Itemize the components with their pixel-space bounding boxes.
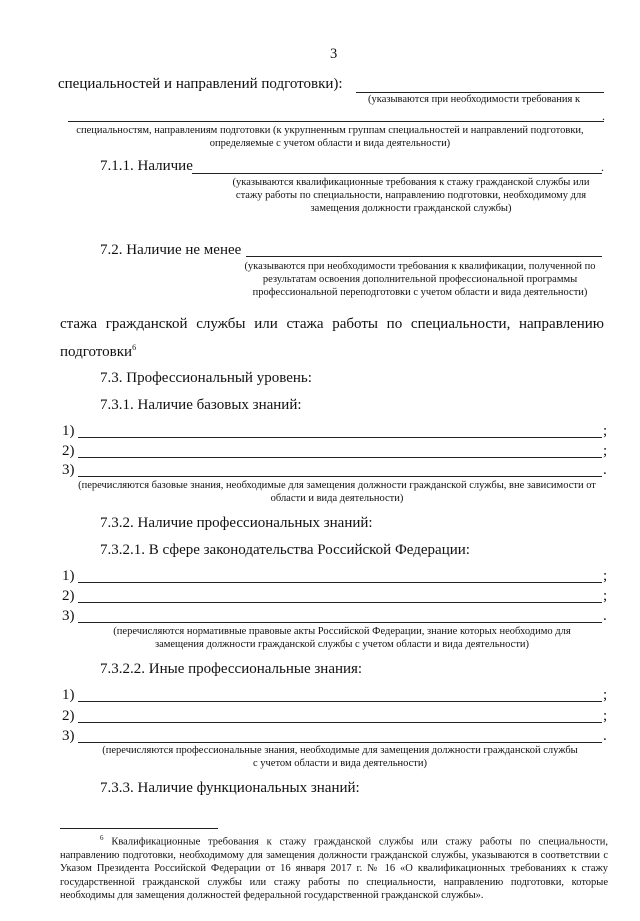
s7321-title: 7.3.2.1. В сфере законодательства Российской Федерации: bbox=[100, 542, 470, 558]
other-item-3-line bbox=[78, 742, 602, 743]
s72-note: (указываются при необходимости требования к квалификации, полученной по результатам освоения дополнительной профессиональной программы профессиональной переподготовки с учетом области и вида деятельности) bbox=[244, 261, 596, 298]
basic-item-2-semicolon: ; bbox=[603, 443, 608, 459]
law-item-1-number: 1) bbox=[62, 568, 75, 584]
footnote-text: Квалификационные требования к стажу гражданской службы или стажу работы по специальности, направлению подготовки, необходимому для замещения должности гражданской службы, указываются в соответствии с Указом Президента Российской Федерации от 16 января 2017 г. № 16 «О квалификационных требованиях к стажу государственной гражданской службы или стажу работы по специальности, направлению подготовки, которые необходимы для замещения должностей федеральной государственной гражданской службы». bbox=[60, 836, 609, 902]
footnote-mark: 6 bbox=[100, 834, 104, 842]
law-item-1-semicolon: ; bbox=[603, 568, 608, 584]
s71-line2-period: . bbox=[602, 109, 605, 123]
s72-continuation-line1: стажа гражданской службы или стажа работы по специальности, направлению bbox=[60, 316, 604, 332]
other-item-2-number: 2) bbox=[62, 708, 75, 724]
s732-title: 7.3.2. Наличие профессиональных знаний: bbox=[100, 515, 373, 531]
s7322-title: 7.3.2.2. Иные профессиональные знания: bbox=[100, 661, 363, 677]
basic-item-3-period: . bbox=[603, 462, 607, 478]
s711-label: 7.1.1. Наличие bbox=[100, 158, 193, 174]
law-item-2-semicolon: ; bbox=[603, 588, 608, 604]
s731-title: 7.3.1. Наличие базовых знаний: bbox=[100, 397, 302, 413]
law-item-2-number: 2) bbox=[62, 588, 75, 604]
s72-continuation-line2 bbox=[60, 343, 136, 361]
other-item-1-number: 1) bbox=[62, 687, 75, 703]
s72-label: 7.2. Наличие не менее bbox=[100, 242, 242, 258]
s73-title: 7.3. Профессиональный уровень: bbox=[100, 370, 312, 386]
basic-item-3-line bbox=[78, 476, 602, 477]
s733-title: 7.3.3. Наличие функциональных знаний: bbox=[100, 780, 360, 796]
s71-lead: специальностей и направлений подготовки): bbox=[58, 76, 343, 92]
s711-fill-line bbox=[192, 173, 602, 174]
basic-item-1-number: 1) bbox=[62, 423, 75, 439]
basic-item-2-number: 2) bbox=[62, 443, 75, 459]
other-item-1-semicolon: ; bbox=[603, 687, 608, 703]
s711-note: (указываются квалификационные требования к стажу гражданской службы или стажу работы по специальности, направлению подготовки, необходимому для замещения должности гражданской службы) bbox=[232, 177, 590, 214]
other-item-2-semicolon: ; bbox=[603, 708, 608, 724]
other-item-2-line bbox=[78, 722, 602, 723]
s711-period: . bbox=[601, 160, 604, 174]
s71-line2 bbox=[68, 121, 604, 122]
s72-continuation-text: подготовки bbox=[60, 344, 133, 360]
s7321-note: (перечисляются нормативные правовые акты Российской Федерации, знание которых необходимо для замещения должности гражданской службы с учетом области и вида деятельности) bbox=[113, 626, 571, 650]
other-item-1-line bbox=[78, 701, 602, 702]
basic-item-2-line bbox=[78, 457, 602, 458]
footnote-ref: 6 bbox=[132, 343, 137, 352]
s71-note1: (указываются при необходимости требования к bbox=[368, 94, 581, 105]
page-number: 3 bbox=[330, 46, 338, 62]
law-item-3-number: 3) bbox=[62, 608, 75, 624]
s731-note: (перечисляются базовые знания, необходимые для замещения должности гражданской службы, вне зависимости от области и вида деятельности) bbox=[78, 480, 596, 504]
law-item-1-line bbox=[78, 582, 602, 583]
footnote-separator bbox=[60, 828, 218, 829]
s72-fill-line bbox=[246, 256, 602, 257]
s71-fill-line bbox=[356, 92, 604, 93]
law-item-2-line bbox=[78, 602, 602, 603]
s71-note2: специальностям, направлениям подготовки (к укрупненным группам специальностей и направлений подготовки, определяемые с учетом области и вида деятельности) bbox=[76, 125, 584, 149]
footnote bbox=[60, 832, 608, 903]
other-item-3-number: 3) bbox=[62, 728, 75, 744]
other-item-3-period: . bbox=[603, 728, 607, 744]
law-item-3-period: . bbox=[603, 608, 607, 624]
basic-item-1-line bbox=[78, 437, 602, 438]
basic-item-1-semicolon: ; bbox=[603, 423, 608, 439]
law-item-3-line bbox=[78, 622, 602, 623]
s7322-note: (перечисляются профессиональные знания, необходимые для замещения должности гражданской службы с учетом области и вида деятельности) bbox=[102, 745, 578, 769]
basic-item-3-number: 3) bbox=[62, 462, 75, 478]
